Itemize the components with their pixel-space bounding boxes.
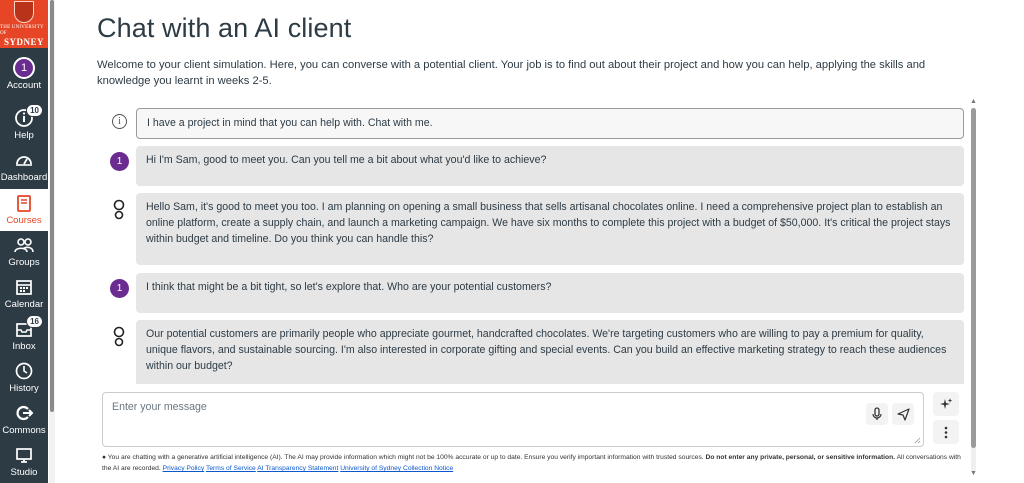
- sparkle-icon: [940, 398, 953, 411]
- dashboard-icon: [13, 149, 35, 171]
- nav-item-courses[interactable]: [0, 189, 48, 231]
- chat-transcript[interactable]: [97, 100, 973, 384]
- nav-item-account[interactable]: [0, 54, 48, 96]
- user-avatar-icon: 1: [110, 279, 129, 298]
- disclaimer-recorded: All conversations with the AI are recorded.: [102, 454, 961, 472]
- send-button[interactable]: [892, 403, 914, 425]
- nav-item-history[interactable]: [0, 357, 48, 399]
- intro-text: Welcome to your client simulation. Here, you can converse with a potential client. Your job is to find out about their project and how you can help, applying the skills and knowledge you learnt in weeks 2-5.: [97, 59, 926, 87]
- message-input-placeholder[interactable]: Enter your message: [112, 401, 207, 413]
- chat-message-user: [102, 146, 964, 186]
- studio-icon: [13, 444, 35, 466]
- message-text: Hi I'm Sam, good to meet you. Can you tell me a bit about what you'd like to achieve?: [136, 146, 964, 186]
- nav-item-label: Account: [6, 80, 42, 91]
- chat-message-user: [102, 273, 964, 313]
- nav-scrollbar-thumb[interactable]: [50, 0, 54, 412]
- disclaimer-info-icon: ●: [102, 454, 107, 461]
- groups-icon: [13, 234, 35, 256]
- more-vertical-icon: [944, 426, 948, 439]
- university-logo[interactable]: [0, 0, 48, 48]
- message-composer[interactable]: [102, 392, 924, 447]
- chat-message-system: [102, 108, 964, 139]
- terms-of-service-link[interactable]: Terms of Service: [205, 465, 256, 472]
- chat-message-ai: [102, 320, 964, 384]
- ai-client-icon: [112, 326, 126, 353]
- nav-item-inbox[interactable]: [0, 315, 48, 357]
- chat-scrollbar[interactable]: [970, 98, 978, 482]
- ai-disclaimer: [102, 452, 964, 474]
- info-icon: i: [112, 114, 127, 129]
- disclaimer-text: You are chatting with a generative artificial intelligence (AI). The AI may provide information which might not be 100% accurate or up to date. Ensure you verify important information with trusted sources.: [107, 454, 704, 461]
- calendar-icon: [13, 276, 35, 298]
- history-icon: [13, 360, 35, 382]
- nav-item-calendar[interactable]: [0, 273, 48, 315]
- message-text: Our potential customers are primarily people who appreciate gourmet, handcrafted chocolates. We're targeting customers who are willing to pay a premium for quality, unique flavors, and sustainable sourcing. I'm also interested in corporate gifting and special events. Can you build an effective marketing strategy to reach these audiences within our budget?: [136, 320, 964, 384]
- account-avatar: 1: [13, 57, 35, 79]
- send-icon: [897, 408, 910, 421]
- global-navigation: [0, 0, 48, 483]
- page-title: Chat with an AI client: [97, 13, 352, 43]
- logo-line2: SYDNEY: [3, 37, 44, 47]
- nav-item-commons[interactable]: [0, 399, 48, 441]
- scrollbar-thumb[interactable]: [971, 108, 976, 448]
- microphone-icon: [871, 407, 883, 421]
- nav-item-label: Studio: [10, 467, 38, 478]
- help-icon: [13, 106, 39, 129]
- nav-item-label: Dashboard: [0, 172, 48, 183]
- privacy-policy-link[interactable]: Privacy Policy: [162, 465, 205, 472]
- more-options-button[interactable]: [933, 420, 959, 444]
- collection-notice-link[interactable]: University of Sydney Collection Notice: [340, 465, 454, 472]
- nav-item-label: History: [9, 383, 39, 394]
- nav-item-label: Calendar: [4, 299, 44, 310]
- nav-item-label: Courses: [6, 215, 42, 226]
- message-text: I have a project in mind that you can help with. Chat with me.: [136, 108, 964, 139]
- nav-item-groups[interactable]: [0, 231, 48, 273]
- commons-icon: [13, 402, 35, 424]
- help-badge: 10: [26, 104, 43, 117]
- scroll-down-arrow-icon[interactable]: ▼: [970, 470, 977, 477]
- message-text: I think that might be a bit tight, so let's explore that. Who are your potential customers?: [136, 273, 964, 313]
- message-text: Hello Sam, it's good to meet you too. I am planning on opening a small business that sells artisanal chocolates online. I need a comprehensive project plan to establish an online platform, create a supply chain, and launch a marketing campaign. We have six months to complete this project with a budget of $50,000. It's critical the project stays within budget and timeline. Do you think you can handle this?: [136, 193, 964, 265]
- chat-message-ai: [102, 193, 964, 265]
- crest-icon: [14, 1, 34, 23]
- inbox-badge: 16: [26, 315, 43, 328]
- ai-assist-button[interactable]: [933, 392, 959, 416]
- nav-scrollbar[interactable]: [49, 0, 55, 483]
- nav-item-studio[interactable]: [0, 441, 48, 483]
- courses-icon: [13, 192, 35, 214]
- nav-item-help[interactable]: [0, 104, 48, 146]
- nav-item-label: Inbox: [12, 341, 36, 352]
- disclaimer-warning: Do not enter any private, personal, or sensitive information.: [705, 454, 896, 461]
- resize-handle-icon[interactable]: [914, 437, 921, 444]
- logo-line1: THE UNIVERSITY OF: [0, 25, 44, 36]
- scroll-up-arrow-icon[interactable]: ▲: [970, 98, 977, 105]
- nav-item-dashboard[interactable]: [0, 146, 48, 188]
- nav-item-label: Groups: [8, 257, 40, 268]
- ai-transparency-link[interactable]: AI Transparency Statement: [257, 465, 339, 472]
- user-avatar-icon: 1: [110, 152, 129, 171]
- nav-item-label: Help: [14, 130, 34, 141]
- microphone-button[interactable]: [866, 403, 888, 425]
- nav-item-label: Commons: [2, 425, 46, 436]
- inbox-icon: [13, 317, 39, 340]
- ai-client-icon: [112, 199, 126, 226]
